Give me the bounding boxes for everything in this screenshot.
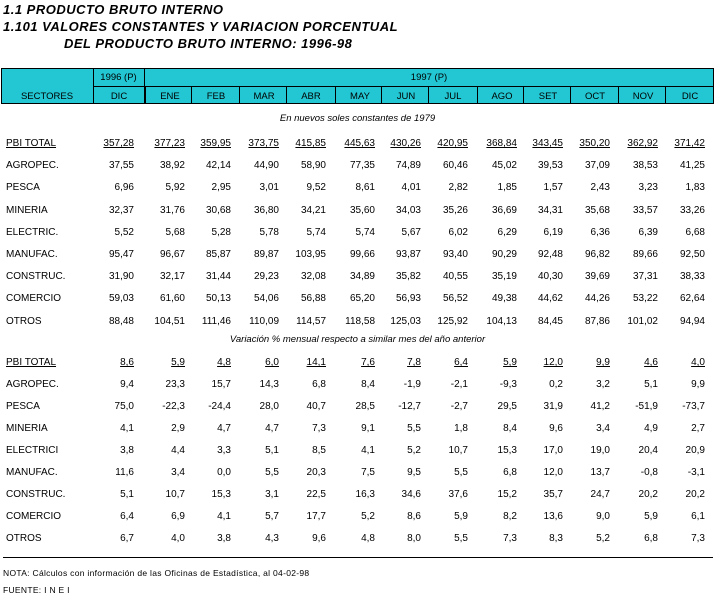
table-cell: 5,92 <box>165 182 185 194</box>
header-month: NOV <box>632 91 654 102</box>
table-cell: 4,1 <box>361 445 375 456</box>
table-cell: 37,09 <box>584 160 610 172</box>
table-cell: 92,50 <box>679 249 705 260</box>
table-cell: 125,03 <box>390 315 421 327</box>
table-cell: 42,14 <box>205 160 231 172</box>
table-cell: 5,67 <box>401 226 421 238</box>
table-row <box>0 445 715 458</box>
table-cell: 88,48 <box>108 315 134 327</box>
row-label: MINERIA <box>6 204 48 216</box>
table-cell: 50,13 <box>205 293 231 305</box>
table-cell: 4,1 <box>217 511 231 522</box>
header-month: JUL <box>444 91 462 102</box>
table-cell: 41,2 <box>590 401 610 412</box>
table-cell: 33,26 <box>679 204 705 216</box>
table-cell: 3,1 <box>265 489 279 500</box>
table-cell: 3,01 <box>259 182 279 194</box>
table-row <box>0 271 715 284</box>
table-row <box>0 249 715 262</box>
table-cell: 15,3 <box>211 489 231 500</box>
table-cell: 4,8 <box>361 533 375 544</box>
table-cell: 23,3 <box>165 379 185 390</box>
header-month: SET <box>538 91 558 102</box>
table-cell: 13,6 <box>543 511 563 522</box>
table-cell: 9,5 <box>407 467 421 478</box>
row-label: PBI TOTAL <box>6 357 57 368</box>
table-cell: 4,9 <box>644 423 658 434</box>
row-label: AGROPEC. <box>6 160 59 172</box>
table-cell: 20,2 <box>685 489 705 500</box>
row-label: AGROPEC. <box>6 379 59 390</box>
table-cell: 445,63 <box>344 138 375 149</box>
header-month: ABR <box>301 91 321 102</box>
table-cell: 8,4 <box>503 423 517 434</box>
table-cell: -2,1 <box>450 379 468 390</box>
table-cell: 359,95 <box>200 138 231 149</box>
row-label: OTROS <box>6 315 42 327</box>
table-cell: 114,57 <box>296 315 326 327</box>
table-cell: 93,87 <box>395 249 421 260</box>
table-cell: 7,3 <box>312 423 326 434</box>
table-cell: -24,4 <box>208 401 231 412</box>
table-row <box>0 379 715 392</box>
table-cell: 3,4 <box>596 423 610 434</box>
table-cell: 4,1 <box>120 423 134 434</box>
table-cell: 17,0 <box>543 445 563 456</box>
table-cell: 36,69 <box>491 204 517 216</box>
table-cell: 110,09 <box>249 315 279 327</box>
table-cell: 15,2 <box>497 489 517 500</box>
table-cell: 99,66 <box>349 249 375 260</box>
table-cell: 9,9 <box>691 379 705 390</box>
header-month: JUN <box>396 91 416 102</box>
table-cell: 6,8 <box>644 533 658 544</box>
table-cell: 5,2 <box>596 533 610 544</box>
table-cell: 8,6 <box>120 357 134 368</box>
table-cell: 2,9 <box>171 423 185 434</box>
table-cell: 7,8 <box>407 357 421 368</box>
table-cell: 9,6 <box>312 533 326 544</box>
table-cell: 44,62 <box>537 293 563 305</box>
table-cell: 5,28 <box>211 226 231 238</box>
table-cell: 16,3 <box>355 489 375 500</box>
table-cell: 9,4 <box>120 379 134 390</box>
table-cell: -9,3 <box>499 379 517 390</box>
table-cell: 11,6 <box>115 467 134 478</box>
table-row <box>0 182 715 195</box>
table-cell: 5,2 <box>407 445 421 456</box>
table-cell: 4,6 <box>644 357 658 368</box>
table-cell: -3,1 <box>687 467 705 478</box>
table-cell: 104,51 <box>154 315 185 327</box>
row-label: CONSTRUC. <box>6 489 66 500</box>
table-cell: 14,3 <box>259 379 279 390</box>
table-cell: 85,87 <box>205 249 231 260</box>
section-caption-variation: Variación % mensual respecto a similar mes del año anterior <box>229 334 486 345</box>
table-row <box>0 489 715 502</box>
table-cell: 5,9 <box>644 511 658 522</box>
table-cell: 7,3 <box>691 533 705 544</box>
table-cell: 35,68 <box>584 204 610 216</box>
table-cell: 4,7 <box>217 423 231 434</box>
row-label: PESCA <box>6 182 40 194</box>
row-label: PBI TOTAL <box>6 138 57 149</box>
table-cell: 1,83 <box>685 182 705 194</box>
table-cell: 118,58 <box>345 315 375 327</box>
table-cell: 1,85 <box>497 182 517 194</box>
table-cell: 22,5 <box>306 489 326 500</box>
table-cell: 3,8 <box>217 533 231 544</box>
table-cell: 49,38 <box>491 293 517 305</box>
table-cell: 6,36 <box>590 226 610 238</box>
table-cell: 40,7 <box>306 401 326 412</box>
table-cell: 6,4 <box>454 357 468 368</box>
table-cell: 362,92 <box>627 138 658 149</box>
table-cell: 31,90 <box>108 271 134 283</box>
header-month: AGO <box>491 91 513 102</box>
table-cell: 7,6 <box>361 357 375 368</box>
table-cell: -12,7 <box>398 401 421 412</box>
table-cell: 77,35 <box>349 160 375 172</box>
table-cell: -0,8 <box>640 467 658 478</box>
table-cell: 39,69 <box>584 271 610 283</box>
table-cell: 60,46 <box>442 160 468 172</box>
table-cell: 10,7 <box>448 445 468 456</box>
table-cell: 40,30 <box>537 271 563 283</box>
table-cell: 87,86 <box>584 315 610 327</box>
table-row <box>0 227 715 240</box>
table-cell: 32,08 <box>300 271 326 283</box>
table-row <box>0 293 715 306</box>
section-caption-values: En nuevos soles constantes de 1979 <box>279 113 436 124</box>
table-cell: 35,19 <box>491 271 517 283</box>
header-year-1996: 1996 (P) <box>100 72 137 83</box>
table-cell: 36,80 <box>253 204 279 216</box>
table-cell: 2,82 <box>448 182 468 194</box>
table-cell: 104,13 <box>486 315 517 327</box>
table-cell: 34,21 <box>300 204 326 216</box>
row-label: MINERIA <box>6 423 48 434</box>
table-cell: 31,9 <box>543 401 563 412</box>
table-cell: 15,7 <box>211 379 231 390</box>
table-cell: 35,7 <box>543 489 563 500</box>
table-cell: 9,52 <box>306 182 326 194</box>
table-cell: 4,01 <box>401 182 421 194</box>
table-cell: 37,6 <box>448 489 468 500</box>
table-cell: 93,40 <box>442 249 468 260</box>
table-cell: 9,1 <box>361 423 375 434</box>
table-cell: 56,52 <box>442 293 468 305</box>
table-cell: 20,2 <box>638 489 658 500</box>
table-cell: 56,88 <box>300 293 326 305</box>
table-cell: 41,25 <box>679 160 705 172</box>
table-cell: 34,89 <box>349 271 375 283</box>
row-label: MANUFAC. <box>6 249 58 260</box>
table-cell: 59,03 <box>108 293 134 305</box>
row-label: PESCA <box>6 401 40 412</box>
table-cell: 35,26 <box>442 204 468 216</box>
table-row <box>0 467 715 480</box>
table-cell: 368,84 <box>486 138 517 149</box>
table-cell: 5,1 <box>265 445 279 456</box>
table-cell: -51,9 <box>635 401 658 412</box>
table-cell: 5,5 <box>454 533 468 544</box>
table-cell: 6,39 <box>638 226 658 238</box>
table-cell: 6,8 <box>312 379 326 390</box>
table-cell: 28,5 <box>355 401 375 412</box>
table-cell: 32,37 <box>108 204 134 216</box>
table-cell: 0,0 <box>217 467 231 478</box>
row-label: MANUFAC. <box>6 467 58 478</box>
table-cell: 6,9 <box>171 511 185 522</box>
table-row <box>0 511 715 524</box>
table-row <box>0 205 715 218</box>
table-cell: 5,74 <box>355 226 375 238</box>
header-month: OCT <box>584 91 606 102</box>
table-cell: 14,1 <box>306 357 326 368</box>
table-cell: 5,7 <box>265 511 279 522</box>
table-cell: 34,6 <box>401 489 421 500</box>
table-cell: 371,42 <box>674 138 705 149</box>
table-row-total <box>0 138 715 151</box>
table-cell: 53,22 <box>632 293 658 305</box>
table-cell: 34,03 <box>395 204 421 216</box>
table-cell: 5,1 <box>644 379 658 390</box>
table-cell: 420,95 <box>437 138 468 149</box>
table-cell: 30,68 <box>205 204 231 216</box>
table-cell: 0,2 <box>549 379 563 390</box>
table-cell: 95,47 <box>108 249 134 260</box>
table-cell: 28,0 <box>259 401 279 412</box>
table-cell: 37,31 <box>632 271 658 283</box>
table-cell: 58,90 <box>300 160 326 172</box>
table-cell: 34,31 <box>537 204 563 216</box>
table-cell: 4,3 <box>265 533 279 544</box>
row-label: ELECTRIC. <box>6 226 59 238</box>
table-cell: 8,5 <box>312 445 326 456</box>
table-cell: 61,60 <box>159 293 185 305</box>
table-cell: 29,23 <box>253 271 279 283</box>
table-cell: 17,7 <box>306 511 326 522</box>
table-cell: 6,02 <box>448 226 468 238</box>
table-cell: 125,92 <box>437 315 468 327</box>
table-cell: 6,68 <box>685 226 705 238</box>
row-label: OTROS <box>6 533 42 544</box>
table-cell: 5,78 <box>259 226 279 238</box>
table-cell: -2,7 <box>450 401 468 412</box>
table-cell: 5,74 <box>306 226 326 238</box>
table-cell: 5,52 <box>114 226 134 238</box>
table-cell: 103,95 <box>295 249 326 260</box>
table-cell: 31,44 <box>205 271 231 283</box>
title-line-2: 1.101 VALORES CONSTANTES Y VARIACION PORCENTUAL <box>3 19 399 34</box>
table-cell: 5,2 <box>361 511 375 522</box>
footer-divider <box>3 557 713 558</box>
header-month: MAR <box>253 91 275 102</box>
table-cell: 90,29 <box>491 249 517 260</box>
table-cell: 343,45 <box>532 138 563 149</box>
table-cell: 6,0 <box>265 357 279 368</box>
table-cell: 4,0 <box>691 357 705 368</box>
table-row <box>0 423 715 436</box>
table-cell: 2,95 <box>211 182 231 194</box>
table-cell: 44,26 <box>584 293 610 305</box>
table-cell: 31,76 <box>159 204 185 216</box>
table-cell: 4,8 <box>217 357 231 368</box>
table-cell: 3,2 <box>596 379 610 390</box>
table-cell: 38,53 <box>632 160 658 172</box>
table-cell: 35,60 <box>349 204 375 216</box>
table-cell: 6,1 <box>691 511 705 522</box>
table-row-total <box>0 357 715 370</box>
table-row <box>0 401 715 414</box>
table-cell: 19,0 <box>590 445 610 456</box>
header-month: ENE <box>160 91 180 102</box>
table-cell: 32,17 <box>159 271 185 283</box>
table-cell: 6,96 <box>114 182 134 194</box>
table-cell: -22,3 <box>162 401 185 412</box>
table-cell: 33,57 <box>632 204 658 216</box>
table-cell: 96,82 <box>584 249 610 260</box>
table-cell: 10,7 <box>165 489 185 500</box>
table-cell: 62,64 <box>679 293 705 305</box>
table-cell: 350,20 <box>579 138 610 149</box>
table-cell: 415,85 <box>295 138 326 149</box>
table-cell: 89,87 <box>253 249 279 260</box>
table-cell: 1,57 <box>543 182 563 194</box>
table-cell: 12,0 <box>543 467 563 478</box>
header-month: MAY <box>350 91 370 102</box>
table-cell: 37,55 <box>108 160 134 172</box>
footer-note: NOTA: Cálculos con información de las Oficinas de Estadística, al 04-02-98 <box>3 568 310 578</box>
table-cell: 9,0 <box>596 511 610 522</box>
title-line-3: DEL PRODUCTO BRUTO INTERNO: 1996-98 <box>64 36 353 51</box>
header-year-1997: 1997 (P) <box>410 72 448 83</box>
title-line-1: 1.1 PRODUCTO BRUTO INTERNO <box>3 2 224 17</box>
table-cell: 377,23 <box>154 138 185 149</box>
table-cell: 5,68 <box>165 226 185 238</box>
table-cell: 8,6 <box>407 511 421 522</box>
table-cell: 357,28 <box>103 138 134 149</box>
table-cell: 39,53 <box>537 160 563 172</box>
table-cell: 74,89 <box>395 160 421 172</box>
footer-source: FUENTE: I N E I <box>3 585 70 595</box>
table-cell: 89,66 <box>632 249 658 260</box>
row-label: COMERCIO <box>6 511 61 522</box>
table-cell: 3,23 <box>638 182 658 194</box>
table-cell: 38,33 <box>679 271 705 283</box>
table-cell: 6,29 <box>497 226 517 238</box>
table-cell: 20,4 <box>638 445 658 456</box>
table-cell: 9,6 <box>549 423 563 434</box>
table-cell: 6,7 <box>120 533 134 544</box>
table-cell: -73,7 <box>682 401 705 412</box>
table-row <box>0 533 715 546</box>
table-cell: 84,45 <box>537 315 563 327</box>
table-cell: 2,7 <box>691 423 705 434</box>
table-cell: 4,0 <box>171 533 185 544</box>
table-cell: 54,06 <box>253 293 279 305</box>
table-cell: 5,5 <box>265 467 279 478</box>
table-cell: 56,93 <box>395 293 421 305</box>
table-cell: 5,5 <box>407 423 421 434</box>
row-label: COMERCIO <box>6 293 61 305</box>
table-cell: 45,02 <box>491 160 517 172</box>
table-cell: 40,55 <box>442 271 468 283</box>
row-label: CONSTRUC. <box>6 271 66 283</box>
table-cell: 13,7 <box>590 467 610 478</box>
table-cell: 9,9 <box>596 357 610 368</box>
table-row <box>0 316 715 329</box>
table-cell: 5,9 <box>454 511 468 522</box>
table-cell: 5,5 <box>454 467 468 478</box>
table-cell: 8,61 <box>355 182 375 194</box>
row-label: ELECTRICI <box>6 445 59 456</box>
table-cell: 35,82 <box>395 271 421 283</box>
table-cell: 2,43 <box>590 182 610 194</box>
table-cell: 29,5 <box>497 401 517 412</box>
table-row <box>0 160 715 173</box>
table-cell: 8,4 <box>361 379 375 390</box>
header-month: FEB <box>206 91 226 102</box>
table-cell: 7,5 <box>361 467 375 478</box>
table-cell: 1,8 <box>454 423 468 434</box>
table-cell: 20,3 <box>306 467 326 478</box>
table-cell: 5,1 <box>120 489 134 500</box>
table-cell: 5,9 <box>503 357 517 368</box>
table-cell: 92,48 <box>537 249 563 260</box>
table-cell: 4,4 <box>171 445 185 456</box>
table-cell: 38,92 <box>159 160 185 172</box>
table-cell: 44,90 <box>253 160 279 172</box>
table-cell: 6,8 <box>503 467 517 478</box>
table-cell: 65,20 <box>349 293 375 305</box>
table-cell: -1,9 <box>403 379 421 390</box>
header-month: DIC <box>681 91 699 102</box>
table-cell: 15,3 <box>497 445 517 456</box>
table-cell: 7,3 <box>503 533 517 544</box>
header-month: DIC <box>110 91 128 102</box>
table-cell: 8,3 <box>549 533 563 544</box>
table-cell: 3,8 <box>120 445 134 456</box>
table-cell: 111,46 <box>201 315 231 327</box>
table-cell: 75,0 <box>114 401 134 412</box>
table-cell: 3,3 <box>217 445 231 456</box>
table-cell: 430,26 <box>390 138 421 149</box>
table-cell: 12,0 <box>543 357 563 368</box>
header-sectores: SECTORES <box>20 91 74 102</box>
table-cell: 373,75 <box>248 138 279 149</box>
table-cell: 24,7 <box>590 489 610 500</box>
table-cell: 3,4 <box>171 467 185 478</box>
table-cell: 6,19 <box>543 226 563 238</box>
table-cell: 96,67 <box>159 249 185 260</box>
table-cell: 8,2 <box>503 511 517 522</box>
table-cell: 6,4 <box>120 511 134 522</box>
table-cell: 94,94 <box>679 315 705 327</box>
table-cell: 4,7 <box>265 423 279 434</box>
table-cell: 101,02 <box>627 315 658 327</box>
table-cell: 20,9 <box>685 445 705 456</box>
table-cell: 8,0 <box>407 533 421 544</box>
table-cell: 5,9 <box>171 357 185 368</box>
